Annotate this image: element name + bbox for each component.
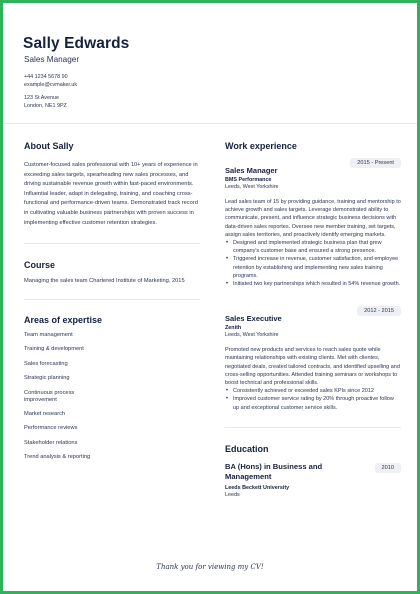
expertise-item: Strategic planning (24, 375, 70, 382)
achievement-item: • Designed and implemented strategic business plan that grew company's customer base and ensured a strong presence. (233, 239, 401, 255)
expertise-item: Continuous process improvement (24, 389, 75, 403)
header-divider (3, 123, 417, 124)
job-header (225, 308, 401, 324)
about-text: Customer-focused sales professional with 10+ years of experience in exceeding sales targets, spearheading new sales processes, and driving sustainable revenue growth within fast-paced environments. Influential leader, adapt in delegating, training, and coaching cross-functional and performance-driven teams. Demonstrated track record in cultivating valuable business partnerships with proven success in implementing effective customer retention strategies. (24, 162, 198, 226)
job-description: Promoted new products and services to reach sales quote while maintaining relationships with existing clients. Met with clientes, negotiated deals, created tailored contracts, and identified upselling and cross-selling opportunities. Attended training seminars or workshops to boost technical and professional skills. (225, 347, 400, 387)
expertise-heading: Areas of expertise (24, 314, 103, 325)
job-achievements (225, 239, 401, 288)
job-location: Leeds, West Yorkshire (225, 332, 279, 339)
company-name: BMS Performance (225, 177, 272, 183)
date-badge: 2010 (375, 463, 401, 473)
school-name: Leeds Beckett University (225, 484, 290, 491)
date-badge: 2012 - 2015 (357, 306, 401, 316)
job-description: Lead sales team of 15 by providing guidance, training and mentorship to achieve growth and sales targets. Leverage demonstrated ability to communicate, present, and influence strategic business decisions with data-driven sales reportes. Oversee new member training, set targets, assign sales territories, and proactively identify emerging markets. (225, 199, 401, 238)
expertise-item: Team management (24, 331, 73, 338)
expertise-section (24, 315, 200, 469)
footer-signoff: Thank you for viewing my CV! (156, 563, 264, 571)
education-header (225, 462, 401, 482)
work-heading: Work experience (225, 141, 297, 151)
about-heading: About Sally (24, 141, 74, 151)
expertise-item: Trend analysis & reporting (24, 454, 91, 461)
section-divider (24, 299, 200, 300)
company-name: Zenith (225, 325, 242, 332)
candidate-name: Sally Edwards (23, 35, 130, 52)
expertise-item: Market research (24, 410, 66, 417)
left-column (24, 141, 200, 469)
school-location: Leeds (225, 491, 240, 498)
expertise-item: Performance reviews (24, 425, 78, 432)
achievement-item: • Triggered increase in revenue, customer satisfaction, and employee retention by establishing and implementing new sales training programs. (233, 255, 401, 280)
expertise-item: Training & development (24, 346, 84, 353)
about-section (24, 141, 200, 228)
achievement-item: • Consistently achieved or exceeded sales KPIs since 2012 (233, 387, 401, 395)
address-line-1: 123 St Avenue (24, 95, 59, 101)
achievement-item: • Improved customer service rating by 20% through proactive follow up and exceptional customer service skills. (233, 395, 401, 411)
job-location: Leeds, West Yorkshire (225, 184, 279, 190)
address-block (24, 94, 67, 110)
job-entry (225, 160, 401, 288)
expertise-item: Sales forecasting (24, 360, 68, 367)
education-section (225, 444, 401, 498)
job-header (225, 160, 401, 173)
date-badge: 2015 - Present (350, 158, 401, 168)
job-title: Sales Manager (225, 166, 278, 175)
contact-block (24, 73, 77, 89)
achievement-item: • Initiated two key partnerships which resulted in 54% revenue growth. (233, 280, 401, 288)
section-divider (24, 243, 200, 244)
course-text: Managing the sales team Chartered Institute of Marketing, 2015 (24, 278, 185, 285)
education-heading: Education (225, 443, 269, 454)
candidate-role: Sales Manager (24, 55, 80, 64)
course-section (24, 260, 200, 287)
job-title: Sales Executive (225, 314, 282, 324)
course-heading: Course (24, 260, 56, 271)
job-achievements (225, 387, 401, 412)
job-entry (225, 308, 401, 412)
degree-title: BA (Hons) in Business and Management (225, 461, 323, 481)
right-column (225, 141, 401, 498)
email-address[interactable]: example@cvmaker.uk (24, 82, 78, 88)
phone-number: +44 1234 5678 90 (24, 74, 68, 80)
expertise-item: Stakeholder relations (24, 439, 78, 446)
address-line-2: London, NE1 9PZ (24, 103, 67, 109)
section-divider (225, 427, 401, 428)
